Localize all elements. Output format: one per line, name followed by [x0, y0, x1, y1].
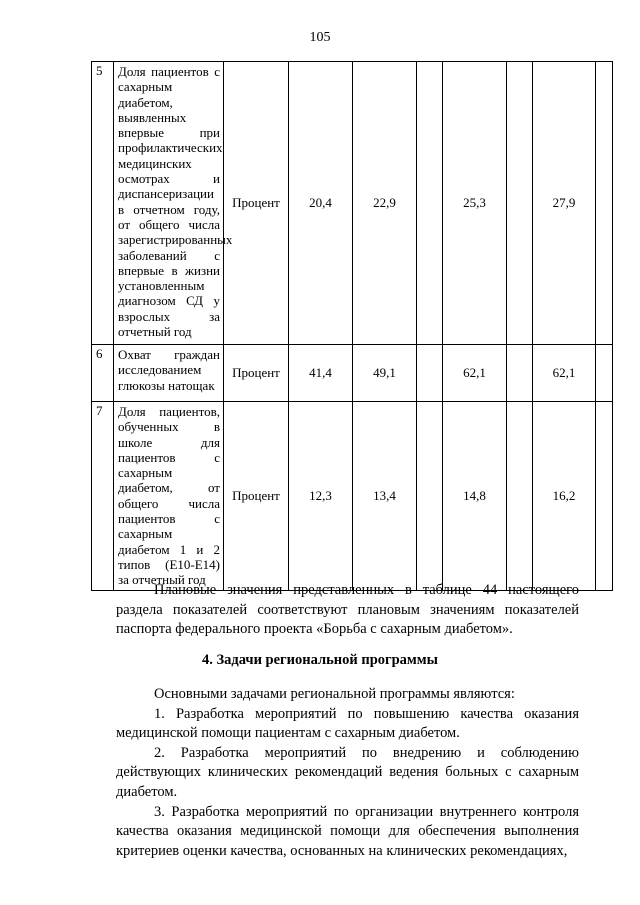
row-number: 5: [92, 62, 114, 345]
value-cell: [507, 62, 533, 345]
table-row: [92, 345, 613, 402]
value-cell: [507, 402, 533, 591]
value-cell: 62,1: [443, 345, 507, 402]
unit-cell: Процент: [224, 345, 289, 402]
value-cell: 49,1: [353, 345, 417, 402]
row-number: 7: [92, 402, 114, 591]
value-cell: 13,4: [353, 402, 417, 591]
unit-cell: Процент: [224, 402, 289, 591]
value-cell: 41,4: [289, 345, 353, 402]
value-cell: 22,9: [353, 62, 417, 345]
value-cell: [596, 345, 613, 402]
value-cell: 27,9: [533, 62, 596, 345]
table-row: [92, 402, 613, 591]
indicator-name: Охват граждан исследованием глюкозы натощак: [114, 345, 224, 402]
value-cell: 25,3: [443, 62, 507, 345]
value-cell: [417, 345, 443, 402]
value-cell: [417, 402, 443, 591]
indicator-name: Доля пациентов, обученных в школе для пациентов с сахарным диабетом, от общего числа пациентов с сахарным диабетом 1 и 2 типов (Е10-Е14) за отчетный год: [114, 402, 224, 591]
indicators-table: [91, 61, 613, 591]
value-cell: [596, 62, 613, 345]
tasks-intro: Основными задачами региональной программы являются:: [154, 686, 515, 702]
task-item: 3. Разработка мероприятий по организации внутреннего контроля качества оказания медицинской помощи для обеспечения выполнения критериев оценки качества, основанных на клинических рекомендациях,: [116, 803, 579, 859]
task-item: 2. Разработка мероприятий по внедрению и соблюдению действующих клинических рекомендаций ведения больных с сахарным диабетом.: [116, 744, 579, 800]
row-number: 6: [92, 345, 114, 402]
indicator-name: Доля пациентов с сахарным диабетом, выявленных впервые при профилактических медицинских осмотрах и диспансеризации в отчетном году, от общего числа зарегистрированных заболеваний с впервые в жизни установленным диагнозом СД у взрослых за отчетный год: [114, 62, 224, 345]
value-cell: 16,2: [533, 402, 596, 591]
unit-cell: Процент: [224, 62, 289, 345]
value-cell: 62,1: [533, 345, 596, 402]
value-cell: [417, 62, 443, 345]
note-paragraph: Плановые значения представленных в таблице 44 настоящего раздела показателей соответствуют плановым значениям показателей паспорта федерального проекта «Борьба с сахарным диабетом».: [116, 582, 579, 638]
note-paragraph-block: [116, 581, 579, 640]
value-cell: [596, 402, 613, 591]
table-row: [92, 62, 613, 345]
value-cell: [507, 345, 533, 402]
section-heading: 4. Задачи региональной программы: [201, 652, 438, 668]
value-cell: 14,8: [443, 402, 507, 591]
value-cell: 12,3: [289, 402, 353, 591]
task-item: 1. Разработка мероприятий по повышению качества оказания медицинской помощи пациентам с сахарным диабетом.: [116, 705, 579, 742]
tasks-block: [116, 685, 579, 861]
value-cell: 20,4: [289, 62, 353, 345]
page-number: 105: [309, 30, 331, 45]
